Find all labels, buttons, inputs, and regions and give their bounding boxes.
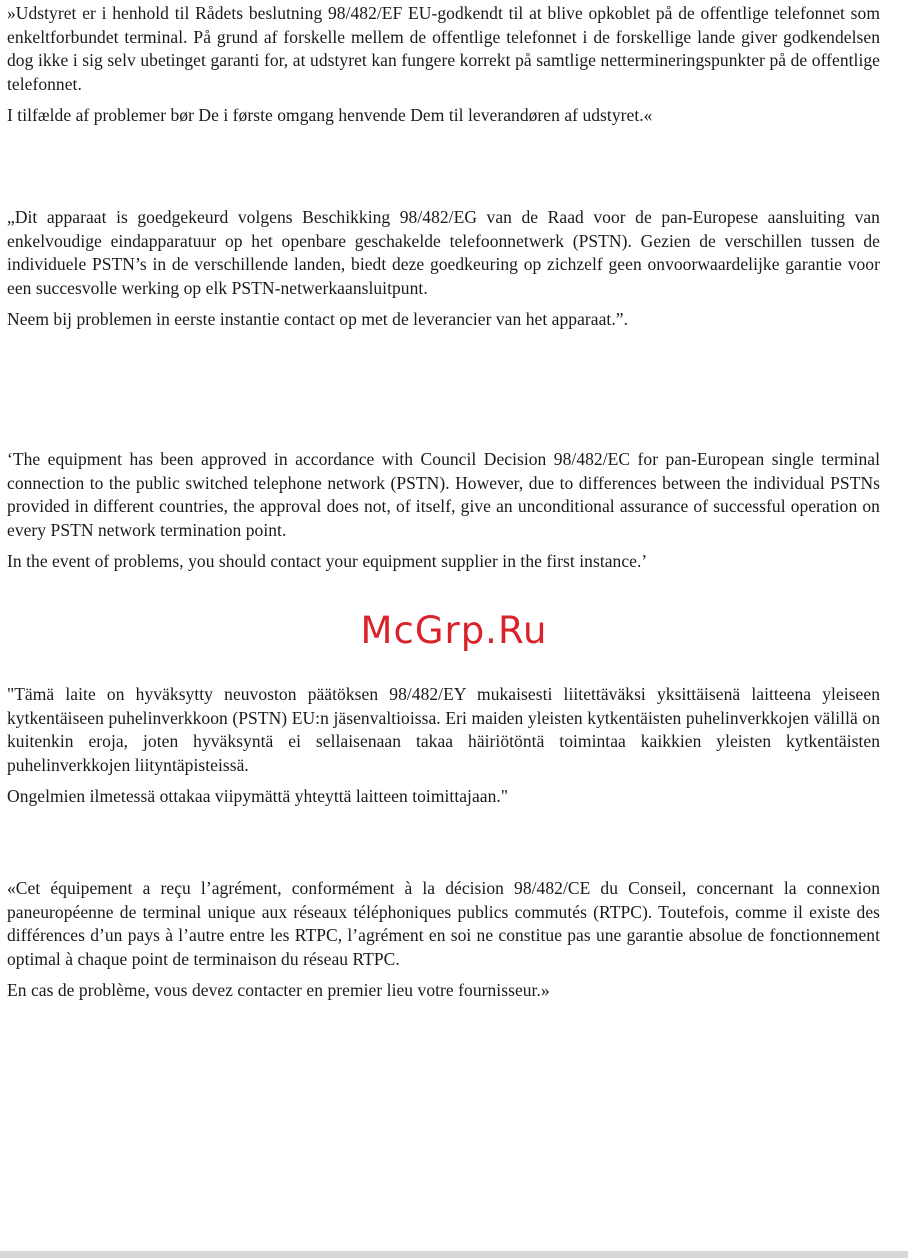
watermark-logo: McGrp.Ru [360, 609, 548, 652]
notice-finnish [7, 683, 880, 809]
notice-french [7, 877, 880, 1003]
notice-paragraph: Ongelmien ilmetessä ottakaa viipymättä yhteyttä laitteen toimittajaan." [7, 786, 509, 806]
page-bottom-divider [0, 1251, 908, 1258]
notice-paragraph: "Tämä laite on hyväksytty neuvoston päätöksen 98/482/EY mukaisesti liitettäväksi yksittäisenä laitteena yleiseen kytkentäiseen puhelinverkkoon (PSTN) EU:n jäsenvaltioissa. Eri maiden yleisten kytkentäisten puhelinverkkojen välillä on kuitenkin eroja, joten hyväksyntä ei sellaisenaan takaa häiriötöntä toimintaa kaikkien yleisten kytkentäisten puhelinverkkojen liityntäpisteissä. [7, 684, 880, 775]
notice-paragraph: I tilfælde af problemer bør De i første omgang henvende Dem til leverandøren af udstyret.« [7, 105, 653, 125]
notice-paragraph: Neem bij problemen in eerste instantie contact op met de leverancier van het apparaat.”. [7, 309, 629, 329]
notice-danish [7, 2, 880, 128]
notice-paragraph: En cas de problème, vous devez contacter en premier lieu votre fournisseur.» [7, 980, 550, 1000]
notice-dutch [7, 206, 880, 332]
notice-english [7, 448, 880, 574]
notice-paragraph: ‘The equipment has been approved in accordance with Council Decision 98/482/EC for pan-European single terminal connection to the public switched telephone network (PSTN). However, due to differences between the individual PSTNs provided in different countries, the approval does not, of itself, give an unconditional assurance of successful operation on every PSTN network termination point. [7, 449, 880, 540]
notice-paragraph: «Cet équipement a reçu l’agrément, conformément à la décision 98/482/CE du Conseil, concernant la connexion paneuropéenne de terminal unique aux réseaux téléphoniques publics commutés (RTPC). Toutefois, comme il existe des différences d’un pays à l’autre entre les RTPC, l’agrément en soi ne constitue pas une garantie absolue de fonctionnement optimal à chaque point de terminaison du réseau RTPC. [7, 878, 880, 969]
notice-paragraph: „Dit apparaat is goedgekeurd volgens Beschikking 98/482/EG van de Raad voor de pan-Europese aansluiting van enkelvoudige eindapparatuur op het openbare geschakelde telefoonnetwerk (PSTN). Gezien de verschillen tussen de individuele PSTN’s in de verschillende landen, biedt deze goedkeuring op zichzelf geen onvoorwaardelijke garantie voor een succesvolle werking op elk PSTN-netwerkaansluitpunt. [7, 207, 880, 298]
notice-paragraph: In the event of problems, you should contact your equipment supplier in the first instance.’ [7, 551, 648, 571]
notice-paragraph: »Udstyret er i henhold til Rådets beslutning 98/482/EF EU-godkendt til at blive opkoblet på de offentlige telefonnet som enkeltforbundet terminal. På grund af forskelle mellem de offentlige telefonnet i de forskellige lande giver godkendelsen dog ikke i sig selv ubetinget garanti for, at udstyret kan fungere korrekt på samtlige nettermineringspunkter på de offentlige telefonnet. [7, 3, 880, 94]
